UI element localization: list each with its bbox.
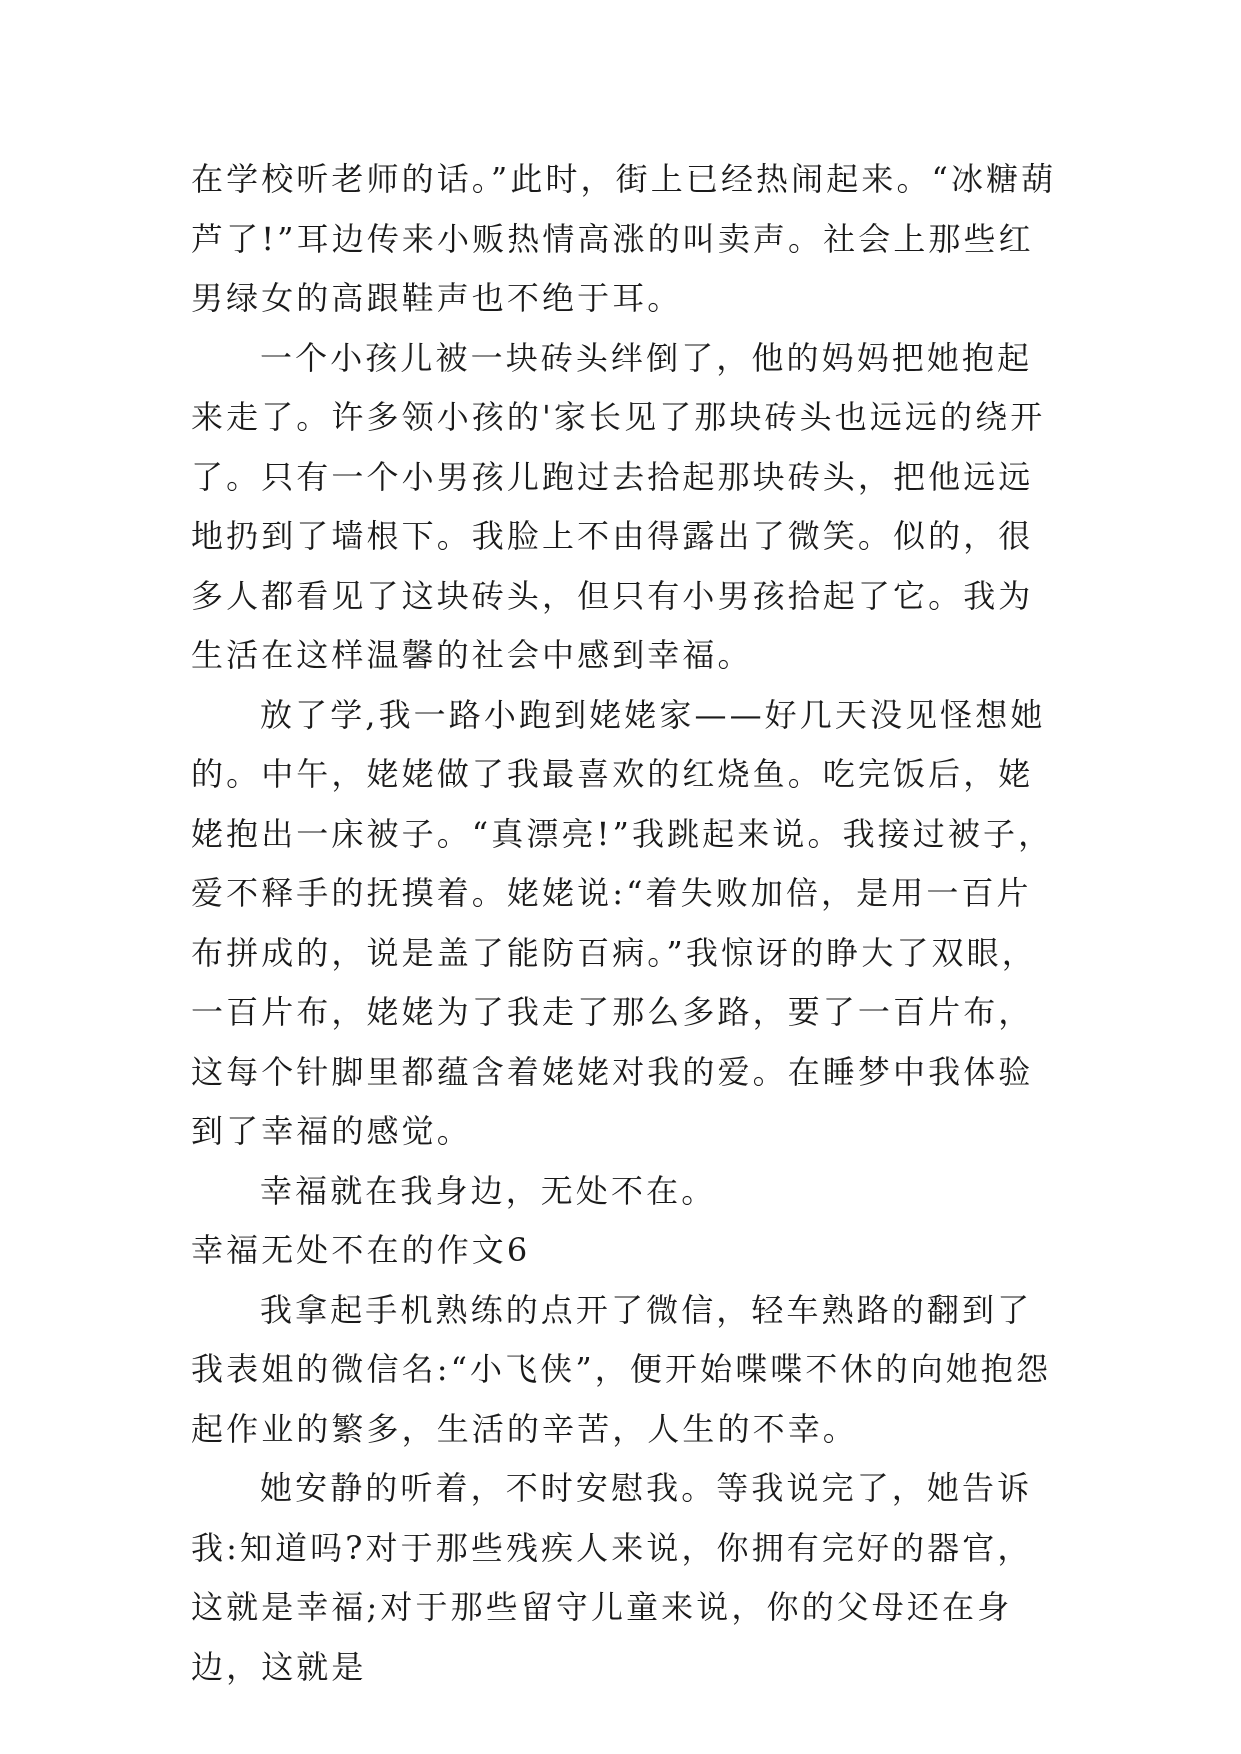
paragraph-6: 她安静的听着，不时安慰我。等我说完了，她告诉我:知道吗?对于那些残疾人来说，你拥有完好的器官，这就是幸福;对于那些留守儿童来说，你的父母还在身边，这就是 (191, 1469, 1033, 1686)
document-body (191, 150, 1057, 1697)
paragraph-2: 一个小孩儿被一块砖头绊倒了，他的妈妈把她抱起来走了。许多领小孩的'家长见了那块砖头也远远的绕开了。只有一个小男孩儿跑过去拾起那块砖头，把他远远地扔到了墙根下。我脸上不由得露出了微笑。似的，很多人都看见了这块砖头，但只有小男孩拾起了它。我为生活在这样温馨的社会中感到幸福。 (191, 338, 1046, 674)
paragraph-1: 在学校听老师的话。”此时，街上已经热闹起来。“冰糖葫芦了!”耳边传来小贩热情高涨的叫卖声。社会上那些红男绿女的高跟鞋声也不绝于耳。 (191, 160, 1057, 317)
paragraph-5: 我拿起手机熟练的点开了微信，轻车熟路的翻到了我表姐的微信名:“小飞侠”，便开始喋喋不休的向她抱怨起作业的繁多，生活的辛苦，人生的不幸。 (191, 1290, 1052, 1448)
paragraph-4: 幸福就在我身边，无处不在。 (260, 1171, 717, 1210)
paragraph-3: 放了学,我一路小跑到姥姥家——好几天没见怪想她的。中午，姥姥做了我最喜欢的红烧鱼。吃完饭后，姥姥抱出一床被子。“真漂亮!”我跳起来说。我接过被子，爱不释手的抚摸着。姥姥说:“着失败加倍，是用一百片布拼成的，说是盖了能防百病。”我惊讶的睁大了双眼，一百片布，姥姥为了我走了那么多路，要了一百片布，这每个针脚里都蕴含着姥姥对我的爱。在睡梦中我体验到了幸福的感觉。 (191, 695, 1054, 1150)
section-heading: 幸福无处不在的作文6 (191, 1231, 531, 1269)
